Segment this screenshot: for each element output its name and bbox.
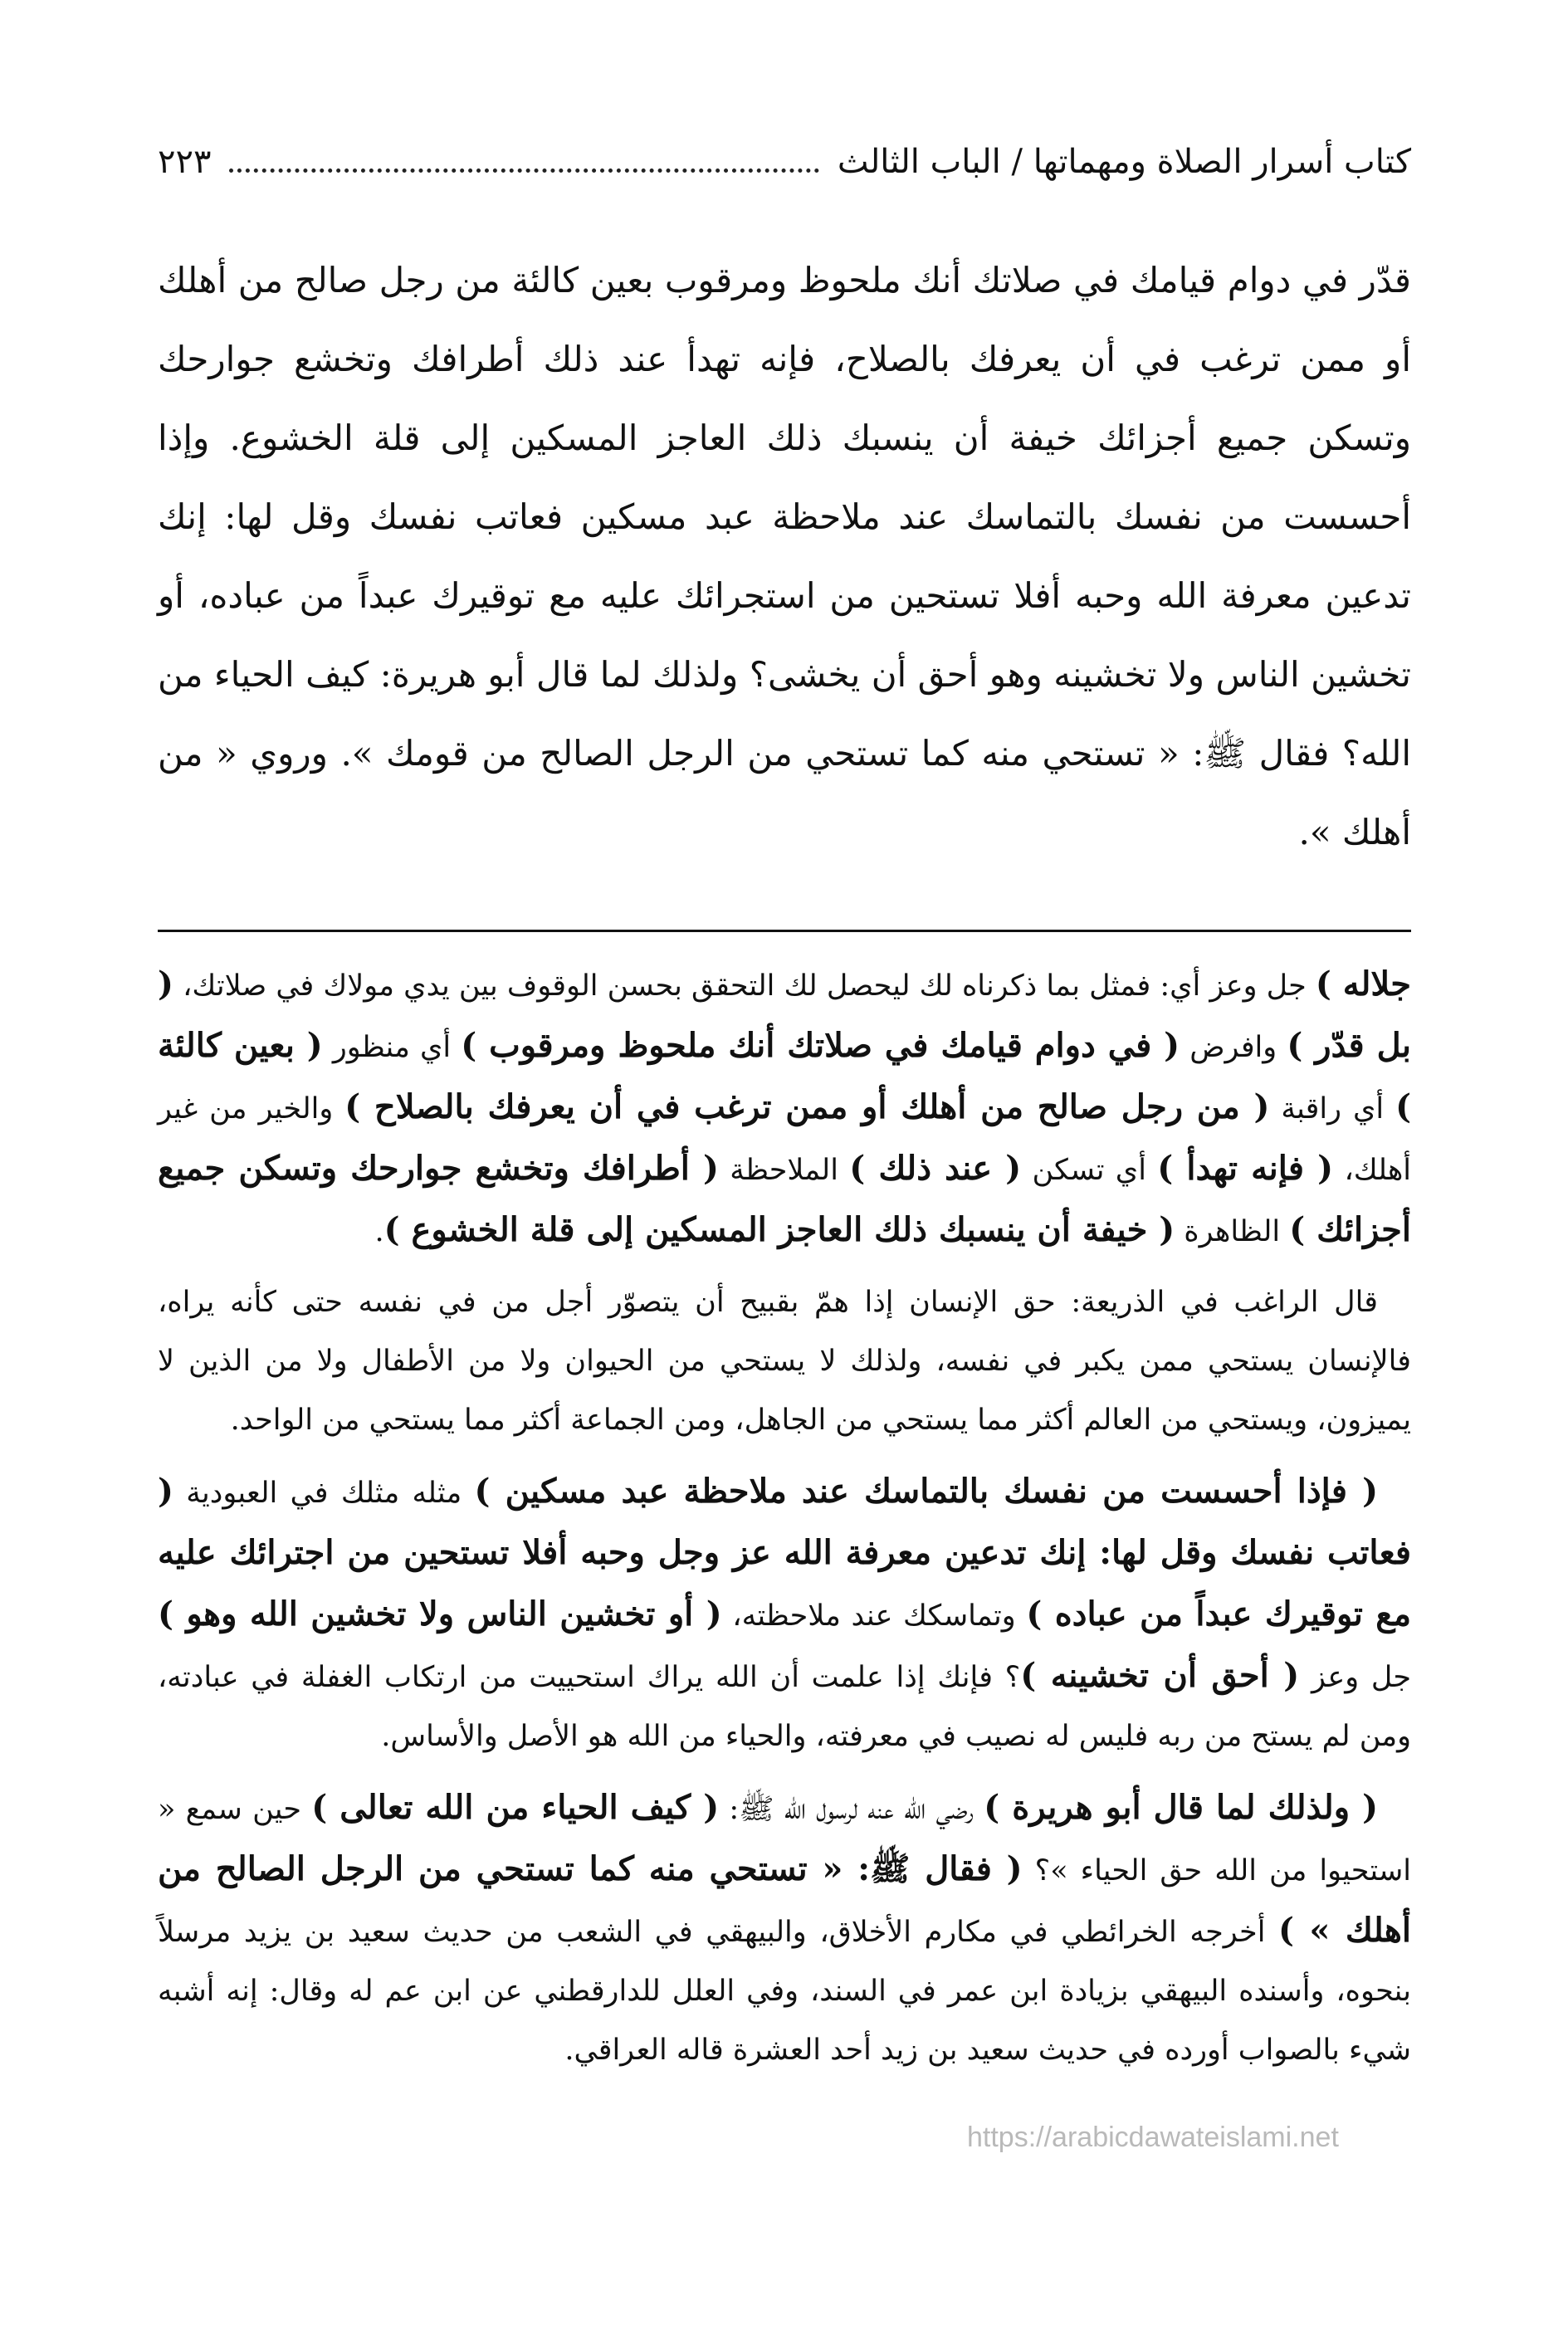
- bold-quoted-phrase: ( بعين كالئة ): [158, 1026, 1411, 1126]
- commentary-paragraph-2: قال الراغب في الذريعة: حق الإنسان إذا همّ بقبيح أن يتصوّر أجل من في نفسه حتى كأنه يراه، فالإنسان يستحي ممن يكبر في نفسه، ولذلك لا يستحي من الحيوان ولا من الأطفال ولا من الذين لا يميزون، ويستحي من العالم أكثر مما يستحي من الجاهل، ومن الجماعة أكثر مما يستحي من الواحد.: [158, 1286, 1411, 1437]
- commentary-text: أي منظور: [322, 1031, 462, 1064]
- commentary-text: وافرض: [1180, 1031, 1287, 1064]
- commentary-text: مثله مثلك في العبودية: [173, 1477, 475, 1510]
- bold-quoted-phrase: ( فإنه تهدأ ): [1157, 1149, 1334, 1188]
- commentary-text: ؟ فإنك إذا علمت أن الله يراك استحييت من ارتكاب الغفلة في عبادته، ومن لم يستح من ربه فليس له نصيب في معرفته، والحياء من الله هو الأصل والأساس.: [158, 1661, 1411, 1753]
- commentary-text: .: [374, 1215, 384, 1248]
- main-text-paragraph: قدّر في دوام قيامك في صلاتك أنك ملحوظ ومرقوب بعين كالئة من رجل صالح من أهلك أو ممن ترغب في أن يعرفك بالصلاح، فإنه تهدأ عند ذلك أطرافك وتخشع جوارحك وتسكن جميع أجزائك خيفة أن ينسبك ذلك العاجز المسكين إلى قلة الخشوع. وإذا أحسست من نفسك بالتماسك عند ملاحظة عبد مسكين فعاتب نفسك وقل لها: إنك تدعين معرفة الله وحبه أفلا تستحين من استجرائك عليه مع توقيرك عبداً من عباده، أو تخشين الناس ولا تخشينه وهو أحق أن يخشى؟ ولذلك لما قال أبو هريرة: كيف الحياء من الله؟ فقال ﷺ: « تستحي منه كما تستحي من الرجل الصالح من قومك ». وروي « من أهلك ».: [158, 260, 1411, 852]
- commentary-text: أي تسكن: [1021, 1154, 1158, 1187]
- bold-quoted-phrase: ( فإذا أحسست من نفسك بالتماسك عند ملاحظة عبد مسكين ): [474, 1472, 1379, 1511]
- commentary-text: حين سمع « استحيوا من الله حق الحياء »؟: [158, 1793, 1411, 1887]
- watermark-url: https://arabicdawateislami.net: [967, 2122, 1339, 2153]
- commentary-paragraph-4: [158, 1778, 1411, 2080]
- commentary-paragraph-1: [158, 955, 1411, 1262]
- bold-quoted-phrase: ( أطرافك وتخشع جوارحك وتسكن جميع أجزائك ): [158, 1149, 1411, 1249]
- bold-quoted-phrase: ( ولذلك لما قال أبو هريرة ): [984, 1788, 1379, 1827]
- bold-quoted-phrase: ( خيفة أن ينسبك ذلك العاجز المسكين إلى قلة الخشوع ): [383, 1210, 1175, 1249]
- bold-quoted-phrase: ( أو تخشين الناس ولا تخشين الله وهو ): [158, 1594, 722, 1633]
- commentary: [158, 955, 1411, 2092]
- dotted-leader: [229, 168, 818, 173]
- commentary-text: الظاهرة: [1175, 1215, 1290, 1248]
- bold-quoted-phrase: ( فعاتب نفسك وقل لها: إنك تدعين معرفة الله عز وجل وحبه أفلا تستحين من اجترائك عليه مع توقيرك عبداً من عباده ): [158, 1472, 1412, 1633]
- bold-quoted-phrase: ( عند ذلك ): [849, 1149, 1022, 1188]
- commentary-text: وتماسكك عند ملاحظته،: [721, 1599, 1027, 1633]
- commentary-text: جل وعز: [1299, 1661, 1411, 1694]
- commentary-text: رضي الله عنه لرسول الله ﷺ:: [719, 1793, 984, 1826]
- running-header: [158, 133, 1411, 191]
- bold-quoted-phrase: ( في دوام قيامك في صلاتك أنك ملحوظ ومرقوب ): [461, 1026, 1180, 1065]
- chapter-title: كتاب أسرار الصلاة ومهماتها / الباب الثالث: [837, 143, 1411, 181]
- commentary-text: أي راقبة: [1269, 1092, 1396, 1126]
- commentary-text: جل وعز أي: فمثل بما ذكرناه لك ليحصل لك التحقق بحسن الوقوف بين يدي مولاك في صلاتك،: [173, 969, 1316, 1003]
- bold-quoted-phrase: جلاله ): [1315, 964, 1411, 1004]
- book-page: [158, 116, 1411, 2307]
- commentary-text: والخير من غير أهلك،: [158, 1092, 1412, 1187]
- commentary-paragraph-3: [158, 1462, 1411, 1766]
- bold-quoted-phrase: ( أحق أن تخشينه ): [1020, 1656, 1300, 1695]
- footnote-separator: [158, 930, 1411, 932]
- bold-quoted-phrase: ( كيف الحياء من الله تعالى ): [311, 1788, 720, 1827]
- bold-quoted-phrase: ( من رجل صالح من أهلك أو ممن ترغب في أن يعرفك بالصلاح ): [344, 1087, 1270, 1126]
- bold-quoted-phrase: ( بل قدّر ): [158, 964, 1411, 1065]
- page-number: ٢٢٣: [158, 143, 212, 181]
- commentary-text: الملاحظة: [718, 1154, 850, 1187]
- bold-quoted-phrase: ( فقال ﷺ: « تستحي منه كما تستحي من الرجل الصالح من أهلك » ): [158, 1849, 1411, 1950]
- commentary-text: أخرجه الخرائطي في مكارم الأخلاق، والبيهقي في الشعب من حديث سعيد بن يزيد مرسلاً بنحوه، وأسنده البيهقي بزيادة ابن عمر في السند، وفي العلل للدارقطني عن ابن عم له وقال: إنه أشبه شيء بالصواب أورده في حديث سعيد بن زيد أحد العشرة قاله العراقي.: [158, 1916, 1411, 2067]
